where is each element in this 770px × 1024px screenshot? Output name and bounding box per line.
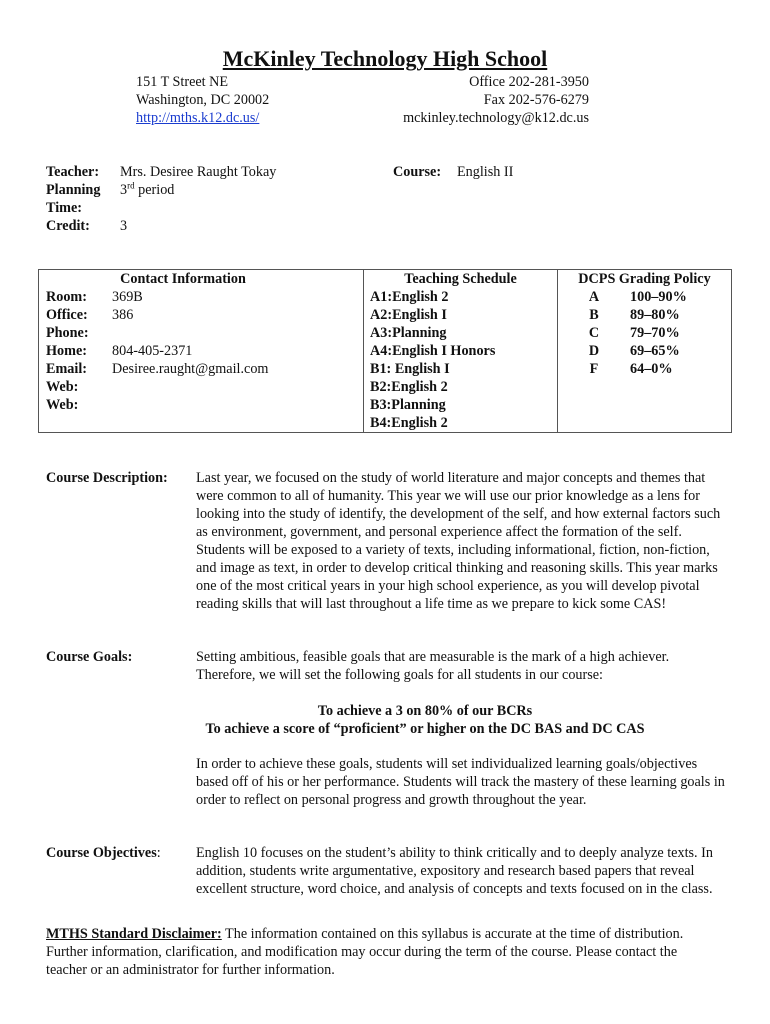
course-name: English II	[457, 164, 514, 180]
contact-row: Phone:	[46, 325, 89, 341]
grading-policy-cell	[558, 270, 732, 433]
course-label: Course:	[393, 164, 442, 180]
contact-row: Office: 386	[46, 307, 134, 323]
schedule-item: A4:English I Honors	[370, 343, 496, 359]
credit-value: 3	[120, 218, 128, 234]
school-email: mckinley.technology@k12.dc.us	[403, 110, 589, 126]
schedule-item: B1: English I	[370, 361, 450, 377]
contact-row: Home: 804-405-2371	[46, 343, 193, 359]
grade-row: D 69–65%	[588, 343, 680, 359]
planning-period: 3rd period	[120, 180, 175, 198]
course-description-label: Course Description:	[46, 470, 168, 486]
contact-row: Web:	[46, 397, 79, 413]
course-objectives-text: English 10 focuses on the student’s ability to think critically and to deeply analyze texts. In addition, students write argumentative, expository and research based papers that reveal excellent structure, word choice, and analysis of concepts and texts focused on in the class.	[196, 845, 713, 897]
goal-1: To achieve a 3 on 80% of our BCRs	[317, 703, 533, 719]
school-website-link[interactable]: http://mths.k12.dc.us/	[136, 110, 260, 126]
grade-row: F 64–0%	[589, 361, 673, 377]
teaching-schedule-cell	[364, 270, 558, 433]
address-line-1: 151 T Street NE	[136, 74, 229, 90]
course-objectives-label: Course Objectives:	[46, 845, 161, 861]
office-phone: Office 202-281-3950	[469, 74, 589, 90]
contact-row: Room: 369B	[46, 289, 143, 305]
teacher-name: Mrs. Desiree Raught Tokay	[120, 164, 277, 180]
schedule-item: B3:Planning	[370, 397, 446, 413]
grade-row: C 79–70%	[588, 325, 680, 341]
course-goals-label: Course Goals:	[46, 649, 133, 665]
contact-info-cell	[39, 270, 364, 433]
schedule-item: A2:English I	[370, 307, 447, 323]
fax-number: Fax 202-576-6279	[483, 92, 589, 108]
contact-row: Email: Desiree.raught@gmail.com	[46, 361, 269, 377]
schedule-item: A3:Planning	[370, 325, 447, 341]
grading-policy-header: DCPS Grading Policy	[578, 271, 711, 287]
teacher-label: Teacher:	[46, 164, 100, 180]
schedule-item: A1:English 2	[370, 289, 449, 305]
disclaimer	[46, 925, 716, 979]
goal-2: To achieve a score of “proficient” or higher on the DC BAS and DC CAS	[205, 721, 645, 737]
schedule-item: B2:English 2	[370, 379, 448, 395]
info-table	[38, 269, 732, 433]
grade-row: A 100–90%	[588, 289, 687, 305]
credit-label: Credit:	[46, 218, 90, 234]
teaching-schedule-header: Teaching Schedule	[404, 271, 517, 287]
planning-label-cont: Time:	[46, 200, 82, 216]
course-goals-followup: In order to achieve these goals, students will set individualized learning goals/objectives based off of his or her performance. Students will track the mastery of these learning goals in order to reflect on personal progress and growth throughout the year.	[196, 756, 725, 808]
schedule-item: B4:English 2	[370, 415, 448, 431]
planning-label: Planning	[46, 182, 101, 198]
school-name: McKinley Technology High School	[222, 46, 548, 71]
address-line-2: Washington, DC 20002	[136, 92, 270, 108]
contact-info-header: Contact Information	[120, 271, 246, 287]
disclaimer-text: The information contained on this syllabus is accurate at the time of distribution. Further information, clarification, and modification may occur during the term of the course. Please contact the teacher or an administrator for further information.	[46, 926, 684, 978]
grade-row: B 89–80%	[589, 307, 680, 323]
contact-row: Web:	[46, 379, 79, 395]
disclaimer-label: MTHS Standard Disclaimer:	[46, 926, 222, 942]
course-goals-intro: Setting ambitious, feasible goals that are measurable is the mark of a high achiever. Therefore, we will set the following goals for all students in our course:	[196, 649, 670, 683]
course-description-text: Last year, we focused on the study of world literature and major concepts and themes that were common to all of humanity. This year we will use our prior knowledge as a lens for looking into the study of identify, the development of the self, and how external factors such as environment, government, and personal experience affect the formation of the self. Students will be exposed to a variety of texts, including informational, fiction, non-fiction, and image as text, in order to develop critical thinking and reasoning skills. This year marks one of the most critical years in your high school experience, as you will develop pivotal reading skills that will last throughout a life time as we prepare to kick some CAS!	[196, 470, 721, 612]
